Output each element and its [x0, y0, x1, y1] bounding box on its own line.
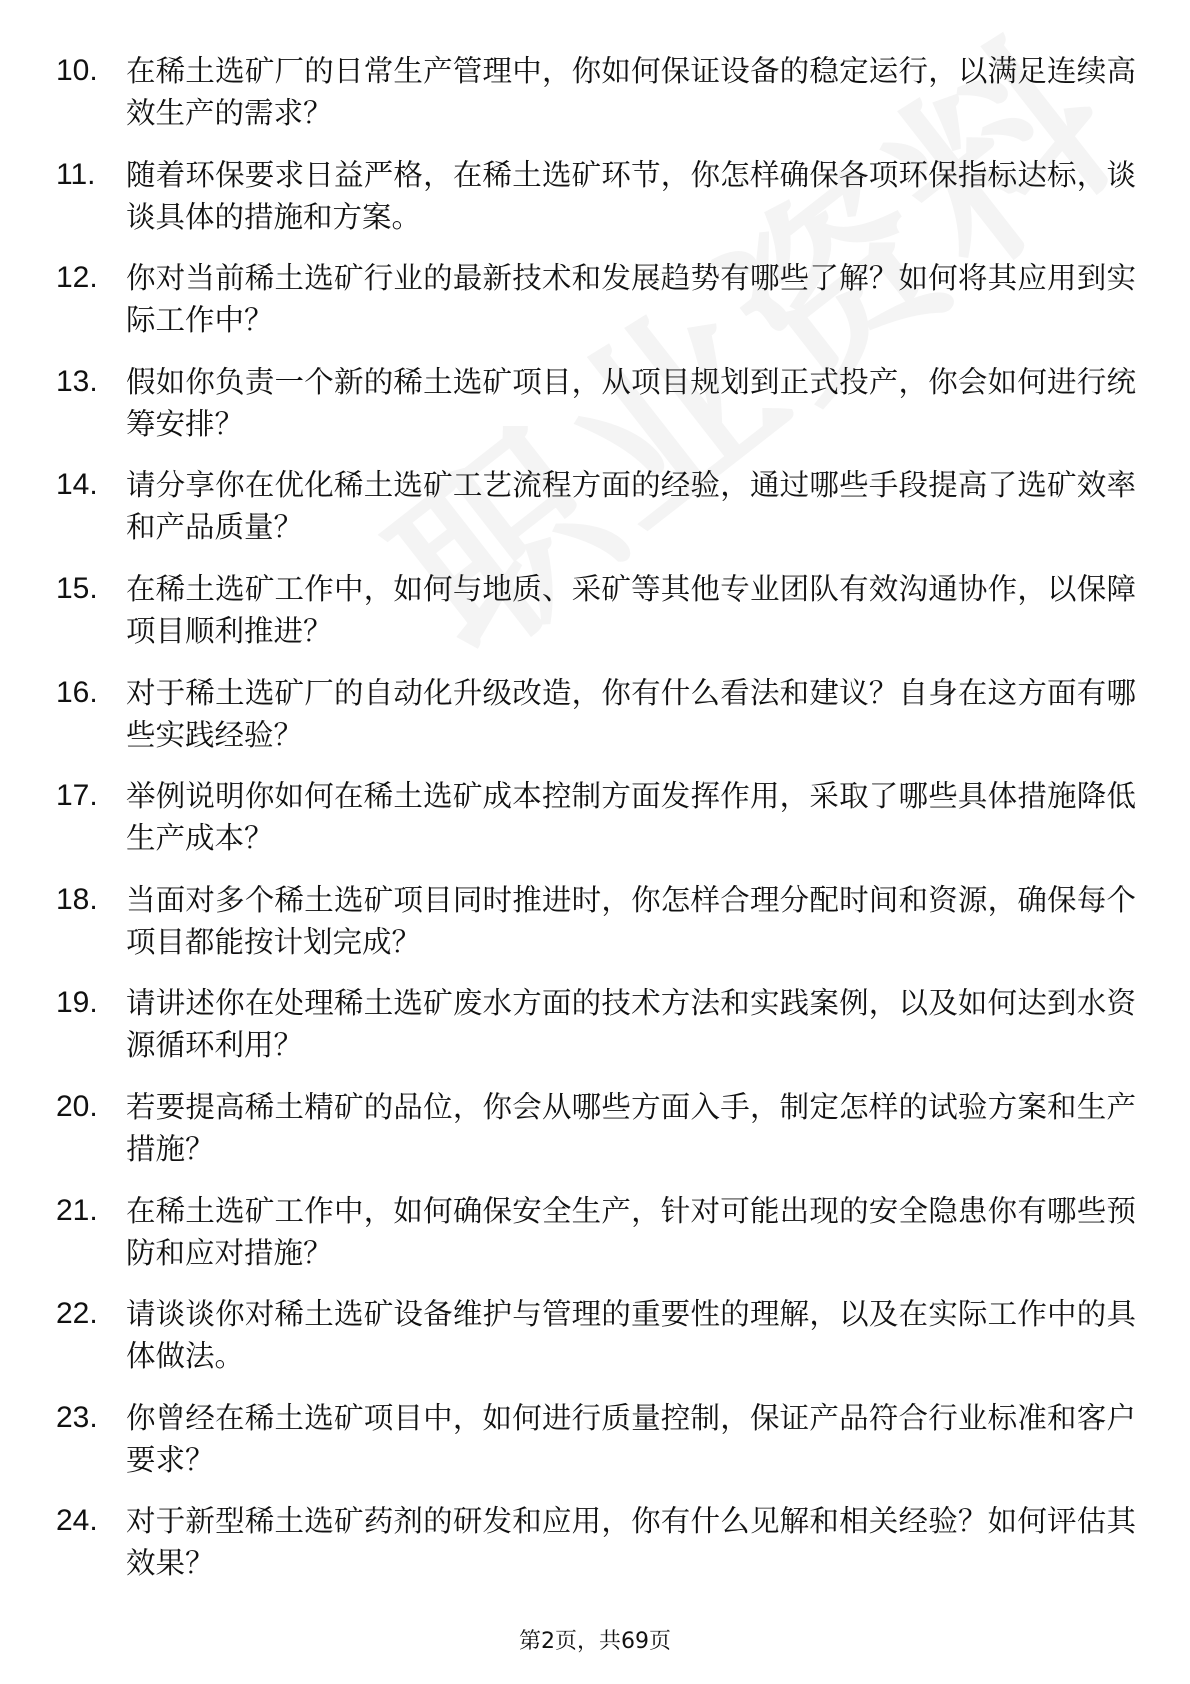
- question-text: 对于新型稀土选矿药剂的研发和应用，你有什么见解和相关经验？如何评估其效果？: [126, 1504, 1136, 1581]
- question-item: [56, 982, 1136, 1086]
- question-number: 16.: [56, 675, 98, 709]
- page-number-label: 第2页，共69页: [519, 1629, 671, 1654]
- question-item: [56, 672, 1136, 776]
- question-text: 对于稀土选矿厂的自动化升级改造，你有什么看法和建议？自身在这方面有哪些实践经验？: [126, 675, 1136, 752]
- question-number: 10.: [56, 54, 98, 87]
- question-item: [56, 1293, 1136, 1397]
- question-text: 在稀土选矿厂的日常生产管理中，你如何保证设备的稳定运行，以满足连续高效生产的需求？: [126, 54, 1136, 130]
- question-number: 22.: [56, 1297, 98, 1331]
- question-number: 18.: [56, 882, 98, 916]
- question-number: 19.: [56, 986, 98, 1020]
- question-text: 当面对多个稀土选矿项目同时推进时，你怎样合理分配时间和资源，确保每个项目都能按计划完成？: [126, 882, 1136, 959]
- question-text: 请谈谈你对稀土选矿设备维护与管理的重要性的理解，以及在实际工作中的具体做法。: [126, 1297, 1136, 1374]
- question-item: [56, 257, 1136, 361]
- question-item: [56, 50, 1136, 154]
- question-item: [56, 879, 1136, 983]
- question-text: 假如你负责一个新的稀土选矿项目，从项目规划到正式投产，你会如何进行统筹安排？: [126, 364, 1136, 441]
- question-number: 12.: [56, 261, 98, 295]
- question-item: [56, 568, 1136, 672]
- question-item: [56, 1397, 1136, 1501]
- question-text: 举例说明你如何在稀土选矿成本控制方面发挥作用，采取了哪些具体措施降低生产成本？: [126, 779, 1136, 856]
- question-number: 20.: [56, 1089, 98, 1123]
- question-item: [56, 775, 1136, 879]
- question-text: 请讲述你在处理稀土选矿废水方面的技术方法和实践案例，以及如何达到水资源循环利用？: [126, 986, 1136, 1063]
- question-number: 11.: [56, 157, 96, 191]
- question-text: 若要提高稀土精矿的品位，你会从哪些方面入手，制定怎样的试验方案和生产措施？: [126, 1089, 1136, 1166]
- question-text: 在稀土选矿工作中，如何确保安全生产，针对可能出现的安全隐患你有哪些预防和应对措施？: [126, 1193, 1136, 1270]
- question-text: 在稀土选矿工作中，如何与地质、采矿等其他专业团队有效沟通协作，以保障项目顺利推进？: [126, 571, 1136, 648]
- question-number: 14.: [56, 468, 98, 502]
- page-footer: [0, 1624, 1190, 1655]
- question-text: 你曾经在稀土选矿项目中，如何进行质量控制，保证产品符合行业标准和客户要求？: [126, 1400, 1136, 1477]
- question-text: 随着环保要求日益严格，在稀土选矿环节，你怎样确保各项环保指标达标，谈谈具体的措施和方案。: [126, 157, 1136, 234]
- question-item: [56, 1086, 1136, 1190]
- question-number: 13.: [56, 364, 98, 398]
- question-item: [56, 1500, 1136, 1604]
- question-text: 你对当前稀土选矿行业的最新技术和发展趋势有哪些了解？如何将其应用到实际工作中？: [126, 261, 1136, 338]
- question-number: 23.: [56, 1400, 98, 1434]
- question-number: 24.: [56, 1504, 98, 1538]
- question-item: [56, 1190, 1136, 1294]
- question-list: [56, 50, 1136, 1604]
- question-number: 15.: [56, 571, 98, 605]
- question-item: [56, 464, 1136, 568]
- question-item: [56, 361, 1136, 465]
- question-item: [56, 154, 1136, 258]
- question-number: 21.: [56, 1193, 98, 1227]
- question-number: 17.: [56, 779, 98, 813]
- question-text: 请分享你在优化稀土选矿工艺流程方面的经验，通过哪些手段提高了选矿效率和产品质量？: [126, 468, 1136, 545]
